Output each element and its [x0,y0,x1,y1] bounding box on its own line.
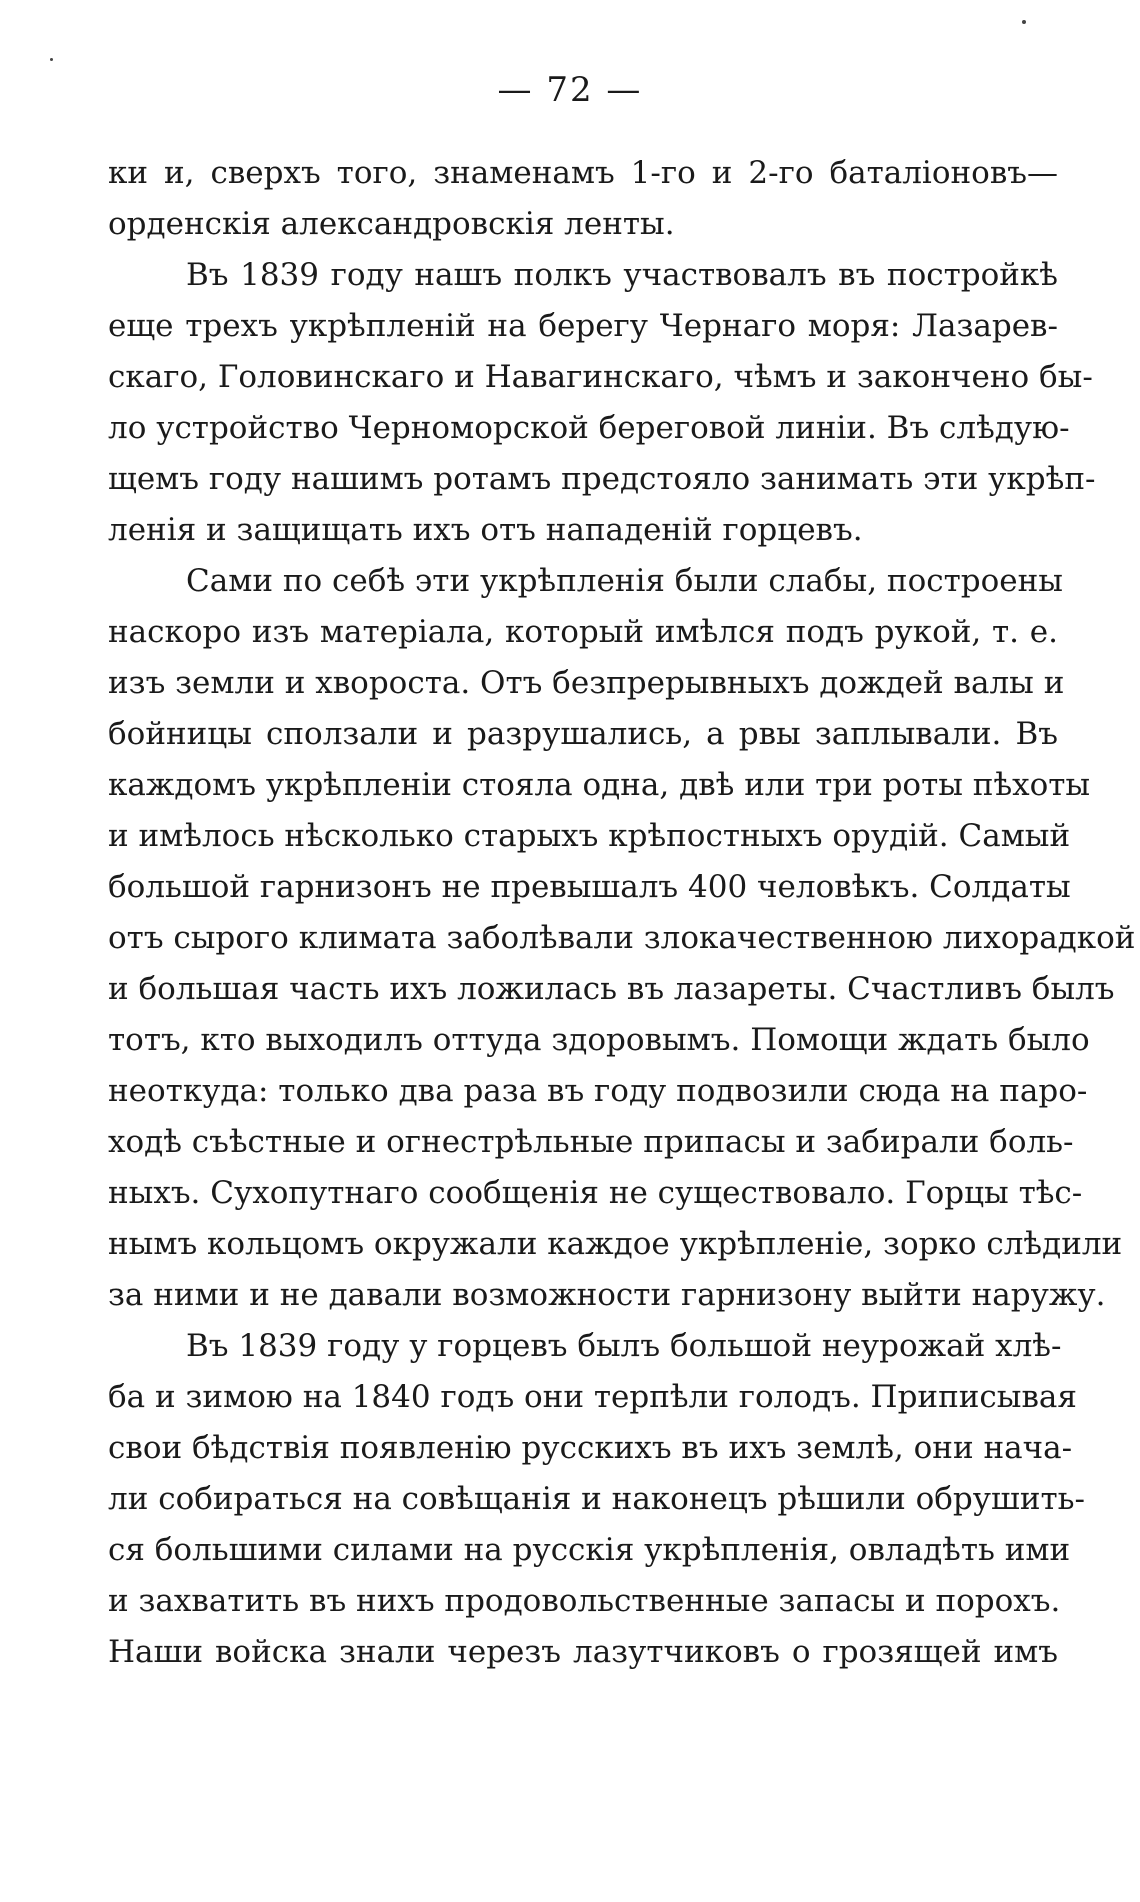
text-line: и большая часть ихъ ложилась въ лазареты. Счастливъ былъ [108,971,1115,1007]
print-speck [1022,20,1026,24]
page-number: — 72 — [497,70,643,110]
text-line: ходѣ съѣстные и огнестрѣльные припасы и забирали боль- [108,1124,1074,1160]
text-line: и захватить въ нихъ продовольственные запасы и порохъ. [108,1583,1061,1619]
text-line: тотъ, кто выходилъ оттуда здоровымъ. Помощи ждать было [108,1022,1090,1058]
text-line: орденскія александровскія ленты. [108,206,675,242]
text-line: ныхъ. Сухопутнаго сообщенія не существовало. Горцы тѣс- [108,1175,1083,1211]
text-line: Сами по себѣ эти укрѣпленія были слабы, построены [186,563,1063,599]
text-line: ся большими силами на русскія укрѣпленія, овладѣть ими [108,1532,1071,1568]
text-line: наскоро изъ матеріала, который имѣлся подъ рукой, т. е. [108,614,1058,650]
text-line: Въ 1839 году у горцевъ былъ большой неурожай хлѣ- [186,1328,1062,1364]
text-line: изъ земли и хвороста. Отъ безпрерывныхъ дождей валы и [108,665,1065,701]
text-line: бойницы сползали и разрушались, а рвы заплывали. Въ [108,716,1058,752]
text-line: ли собираться на совѣщанія и наконецъ рѣшили обрушить- [108,1481,1085,1517]
text-line: Наши войска знали черезъ лазутчиковъ о грозящей имъ [108,1634,1058,1670]
text-line: ки и, сверхъ того, знаменамъ 1-го и 2-го баталіоновъ— [108,155,1058,191]
text-line: скаго, Головинскаго и Навагинскаго, чѣмъ и закончено бы- [108,359,1093,395]
text-line: Въ 1839 году нашъ полкъ участвовалъ въ постройкѣ [186,257,1058,293]
text-line: неоткуда: только два раза въ году подвозили сюда на паро- [108,1073,1088,1109]
print-speck [50,58,53,61]
text-line: ба и зимою на 1840 годъ они терпѣли голодъ. Приписывая [108,1379,1077,1415]
text-line: ленія и защищать ихъ отъ нападеній горцевъ. [108,512,863,548]
text-line: каждомъ укрѣпленіи стояла одна, двѣ или три роты пѣхоты [108,767,1091,803]
text-line: за ними и не давали возможности гарнизону выйти наружу. [108,1277,1106,1313]
text-line: щемъ году нашимъ ротамъ предстояло занимать эти укрѣп- [108,461,1096,497]
text-line: нымъ кольцомъ окружали каждое укрѣпленіе, зорко слѣдили [108,1226,1123,1262]
text-line: большой гарнизонъ не превышалъ 400 человѣкъ. Солдаты [108,869,1071,905]
text-line: свои бѣдствія появленію русскихъ въ ихъ землѣ, они нача- [108,1430,1073,1466]
body-text [108,148,1136,1678]
text-line: и имѣлось нѣсколько старыхъ крѣпостныхъ орудій. Самый [108,818,1071,854]
text-line: отъ сырого климата заболѣвали злокачественною лихорадкой [108,920,1136,956]
text-line: ло устройство Черноморской береговой линіи. Въ слѣдую- [108,410,1070,446]
text-line: еще трехъ укрѣпленій на берегу Чернаго моря: Лазарев- [108,308,1058,344]
